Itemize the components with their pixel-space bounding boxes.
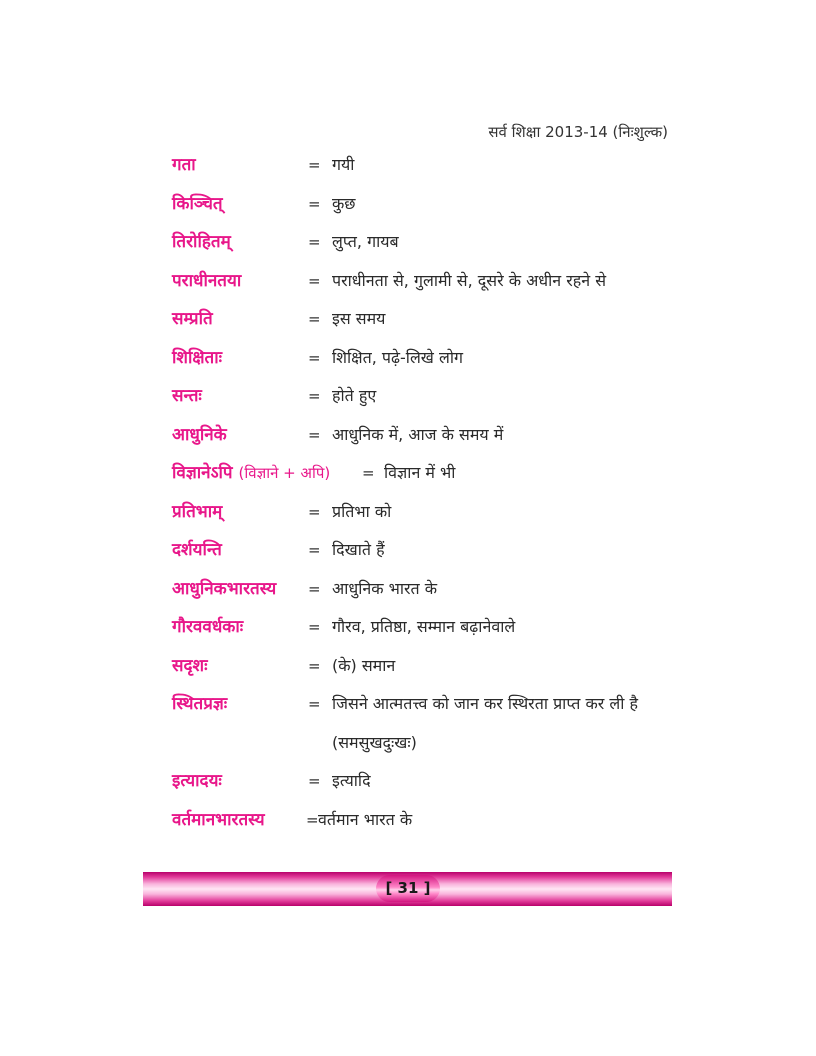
glossary-term: सदृशः (172, 655, 208, 676)
equals-sign: = (308, 387, 321, 405)
equals-sign: = (308, 618, 321, 636)
glossary-term-main: विज्ञानेऽपि (172, 463, 233, 483)
equals-sign: = (308, 233, 321, 251)
glossary-meaning: वर्तमान भारत के (318, 809, 413, 829)
glossary-meaning: होते हुए (332, 386, 377, 405)
glossary-row (172, 185, 682, 224)
glossary-meaning: गौरव, प्रतिष्ठा, सम्मान बढ़ानेवाले (332, 617, 516, 636)
glossary-row (172, 454, 682, 493)
page-header: सर्व शिक्षा 2013-14 (निःशुल्क) (488, 123, 668, 141)
glossary-meaning: आधुनिक में, आज के समय में (332, 424, 504, 444)
equals-sign: = (308, 194, 321, 213)
glossary-term: आधुनिकभारतस्य (172, 578, 277, 599)
glossary-meaning: (के) समान (332, 655, 396, 675)
glossary-meaning: दिखाते हैं (332, 540, 385, 559)
equals-sign: = (308, 695, 321, 713)
glossary-meaning: विज्ञान में भी (384, 463, 456, 482)
glossary-meaning: जिसने आत्मतत्त्व को जान कर स्थिरता प्राप्त कर ली है (332, 694, 638, 713)
glossary-row (172, 146, 682, 185)
glossary-row (172, 570, 682, 609)
glossary-term: आधुनिके (172, 424, 227, 445)
glossary-term: तिरोहितम् (172, 232, 231, 252)
glossary-row (172, 647, 682, 686)
glossary-term: शिक्षिताः (172, 347, 223, 368)
equals-sign: = (306, 810, 319, 829)
glossary-meaning: इस समय (332, 309, 386, 328)
glossary-term: प्रतिभाम् (172, 501, 223, 522)
glossary-row (172, 531, 682, 570)
glossary-row (172, 223, 682, 262)
glossary-term: गता (172, 155, 196, 175)
glossary-meaning: इत्यादि (332, 771, 371, 790)
glossary-meaning: कुछ (332, 193, 356, 213)
page-number: [ 31 ] (376, 875, 440, 902)
glossary-meaning: आधुनिक भारत के (332, 578, 438, 598)
equals-sign: = (308, 425, 321, 444)
glossary-term: सन्तः (172, 386, 202, 406)
glossary-term: सम्प्रति (172, 309, 213, 329)
equals-sign: = (308, 348, 321, 367)
glossary-row (172, 762, 682, 801)
glossary-meaning: गयी (332, 155, 355, 174)
glossary-term: गौरववर्धकाः (172, 617, 244, 637)
glossary-term: दर्शयन्ति (172, 540, 222, 560)
equals-sign: = (362, 464, 375, 482)
glossary-term: वर्तमानभारतस्य (172, 809, 265, 830)
glossary-term: पराधीनतया (172, 270, 242, 291)
equals-sign: = (308, 579, 321, 598)
glossary-row (172, 377, 682, 416)
glossary-row (172, 685, 682, 724)
glossary-row (172, 339, 682, 378)
glossary-meaning: लुप्त, गायब (332, 232, 399, 251)
glossary-meaning: प्रतिभा को (332, 501, 392, 521)
equals-sign: = (308, 772, 321, 790)
glossary-term: इत्यादयः (172, 771, 222, 791)
equals-sign: = (308, 541, 321, 559)
glossary-continuation-row (172, 724, 682, 763)
glossary-term: किञ्चित् (172, 193, 223, 214)
glossary-row (172, 416, 682, 455)
equals-sign: = (308, 502, 321, 521)
glossary-row (172, 801, 682, 840)
glossary-term: स्थितप्रज्ञः (172, 694, 228, 714)
glossary-row (172, 493, 682, 532)
equals-sign: = (308, 156, 321, 174)
equals-sign: = (308, 271, 321, 290)
glossary-row (172, 608, 682, 647)
glossary-list (172, 146, 682, 839)
glossary-meaning: पराधीनता से, गुलामी से, दूसरे के अधीन रहने से (332, 270, 607, 290)
glossary-term (172, 454, 330, 493)
glossary-meaning: शिक्षित, पढ़े-लिखे लोग (332, 347, 463, 367)
glossary-row (172, 300, 682, 339)
glossary-meaning-continuation: (समसुखदुःखः) (332, 732, 417, 752)
glossary-term-note: (विज्ञाने + अपि) (238, 464, 331, 482)
equals-sign: = (308, 310, 321, 328)
equals-sign: = (308, 656, 321, 675)
glossary-row (172, 262, 682, 301)
